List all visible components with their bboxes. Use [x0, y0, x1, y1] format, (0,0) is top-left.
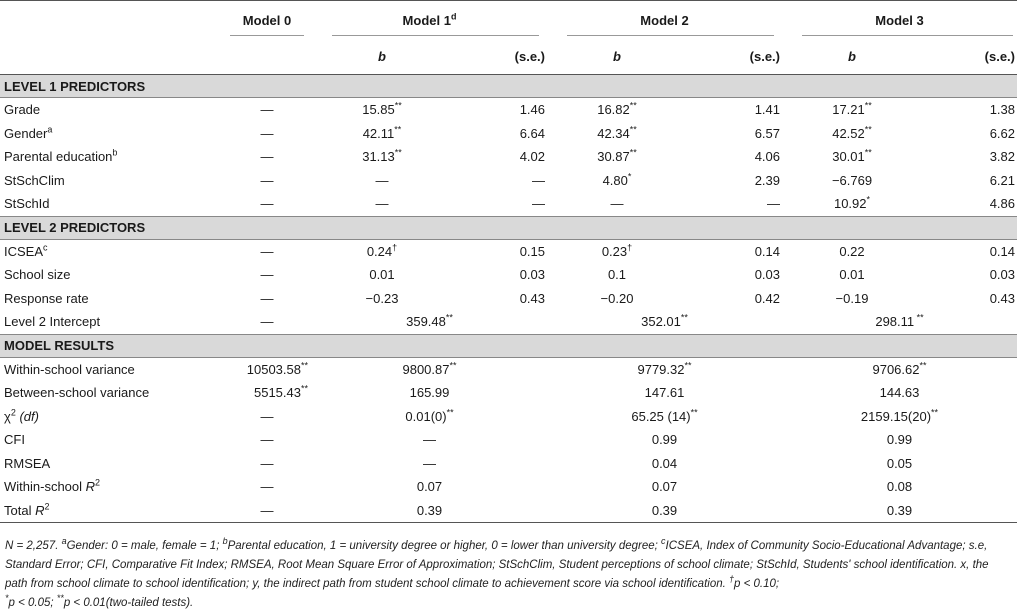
cell-m1-value: 0.39 [416, 502, 443, 518]
section-level2 [0, 216, 1017, 239]
cell-m2-sig: ** [629, 100, 637, 111]
cell-m2-value: 0.07 [651, 479, 678, 495]
cell-m2-se-value: — [767, 196, 780, 212]
cell-m1-sig: ** [394, 147, 402, 158]
cell-m3-b-value: 17.21 [832, 102, 865, 118]
row-label-value: Grade [4, 102, 41, 118]
cell-m2-se [687, 145, 782, 169]
row-label-sup: 2 [10, 407, 16, 418]
cell-m1-value: 9800.87 [402, 361, 450, 377]
cell-m3 [782, 357, 1017, 381]
table-row [0, 263, 1017, 287]
row-label-value: RMSEA [4, 455, 51, 471]
cell-m0-value: — [260, 502, 274, 518]
cell-m2-b [547, 239, 687, 263]
cell-m2-b-value: 0.1 [607, 267, 627, 283]
cell-m1-sig: ** [446, 407, 454, 418]
cell-m0-value: — [260, 290, 274, 306]
cell-m1-se-value: 0.43 [519, 290, 545, 306]
cell-m3-se-value: 0.03 [989, 267, 1015, 283]
cell-m1 [312, 499, 547, 523]
footnote-s1: p < 0.05; [8, 597, 57, 609]
footnote-s2: p < 0.01(two-tailed tests). [63, 597, 194, 609]
cell-m2 [547, 452, 782, 476]
cell-m1-b [312, 239, 452, 263]
footnote-a: Gender: 0 = male, female = 1; [66, 540, 223, 552]
table-row [0, 310, 1017, 334]
cell-m1 [312, 475, 547, 499]
footnote-dag: p < 0.10; [734, 578, 780, 590]
section-level1-label: LEVEL 1 PREDICTORS [0, 75, 1017, 98]
cell-m3-value: 2159.15(20) [860, 408, 932, 424]
header-row-b-se [0, 39, 1017, 75]
cell-m2-se [687, 263, 782, 287]
cell-m0-value: — [260, 125, 274, 141]
cell-m0-value: — [260, 408, 274, 424]
cell-m3-value: 9706.62 [872, 361, 920, 377]
cell-m3 [782, 452, 1017, 476]
cell-m1-sig: ** [445, 312, 453, 323]
cell-m3-b-value: 10.92 [833, 196, 867, 212]
header-row-models [0, 1, 1017, 40]
row-label-value: Between-school variance [4, 385, 150, 401]
cell-m2-b [547, 98, 687, 122]
cell-m1-sig: ** [394, 100, 402, 111]
cell-m3-se-value: 0.14 [989, 243, 1015, 259]
row-label-rest: (df) [15, 408, 39, 424]
cell-m0 [222, 357, 312, 381]
cell-m1-se-value: — [532, 172, 545, 188]
cell-m3-value: 0.05 [886, 455, 913, 471]
cell-m0 [222, 287, 312, 311]
cell-m1-se-value: 1.46 [519, 102, 545, 118]
cell-m3-sig: ** [864, 124, 872, 135]
cell-m1-value: — [423, 455, 436, 471]
cell-m3-value: 298.11 [875, 314, 915, 330]
row-label-value: ICSEA [4, 243, 44, 259]
cell-m2-se-value: 6.57 [754, 125, 780, 141]
section-results [0, 334, 1017, 357]
row-label-sup: b [112, 147, 118, 158]
cell-m2-b-value: 42.34 [597, 125, 630, 141]
cell-m3 [782, 499, 1017, 523]
row-label [0, 499, 222, 523]
cell-m1-se-value: 6.64 [519, 125, 545, 141]
cell-m2-se [687, 122, 782, 146]
cell-m0 [222, 98, 312, 122]
model1-label: Model 1 [402, 12, 451, 28]
cell-m1-se-value: 4.02 [519, 149, 545, 165]
cell-m2-se [687, 239, 782, 263]
cell-m3-b-value: 0.01 [839, 267, 865, 283]
cell-m1-se [452, 98, 547, 122]
cell-m2-sig: ** [680, 312, 688, 323]
cell-m1 [312, 357, 547, 381]
cell-m3-b [782, 122, 922, 146]
cell-m1-b-value: 0.01 [369, 267, 395, 283]
cell-m3-b-value: −6.769 [831, 172, 873, 188]
table-row [0, 169, 1017, 193]
row-label-value: StSchClim [4, 172, 65, 188]
model0-label: Model 0 [242, 12, 292, 28]
row-label-sup: a [47, 124, 53, 135]
table-row [0, 122, 1017, 146]
cell-m3-se-value: 6.62 [989, 125, 1015, 141]
cell-m3-sig: * [866, 194, 871, 205]
cell-m3-se [922, 169, 1017, 193]
cell-m2-se-value: 2.39 [754, 172, 780, 188]
section-level1 [0, 75, 1017, 98]
cell-m1-b [312, 287, 452, 311]
cell-m0 [222, 145, 312, 169]
cell-m1-value: 0.07 [416, 479, 443, 495]
cell-m0 [222, 310, 312, 334]
cell-m3-sig: ** [864, 147, 872, 158]
cell-m1-se [452, 145, 547, 169]
cell-m1-b-value: −0.23 [365, 290, 399, 306]
cell-m0-sig: ** [300, 360, 308, 371]
row-label [0, 145, 222, 169]
footnote-s1-sup: * [5, 593, 9, 604]
cell-m3-se [922, 192, 1017, 216]
cell-m2-b [547, 169, 687, 193]
table-row [0, 98, 1017, 122]
table-row [0, 475, 1017, 499]
row-label [0, 287, 222, 311]
cell-m0 [222, 428, 312, 452]
cell-m0 [222, 405, 312, 429]
cell-m1-b-value: 0.24 [366, 243, 393, 259]
row-label-value: χ [4, 408, 11, 424]
header-empty [0, 1, 222, 40]
model2-label: Model 2 [640, 12, 689, 28]
model1-sup: d [450, 11, 457, 22]
cell-m2-se [687, 287, 782, 311]
header-b-m2: b [547, 39, 687, 75]
footnote-c-sup: c [661, 536, 666, 547]
row-label [0, 263, 222, 287]
cell-m2-value: 0.99 [651, 432, 678, 448]
row-label-value: Total R [4, 502, 45, 518]
header-model3 [782, 1, 1017, 40]
cell-m3-sig: ** [919, 360, 927, 371]
row-label [0, 122, 222, 146]
cell-m2-b [547, 122, 687, 146]
cell-m0-value: — [260, 479, 274, 495]
table-row [0, 405, 1017, 429]
cell-m0 [222, 192, 312, 216]
cell-m2-se-value: 0.03 [754, 267, 780, 283]
row-label-sup: 2 [44, 501, 50, 512]
cell-m3 [782, 428, 1017, 452]
cell-m2-se [687, 169, 782, 193]
cell-m1-b-value: 31.13 [362, 149, 395, 165]
row-label-value: Within-school R [4, 479, 96, 495]
cell-m1 [312, 381, 547, 405]
cell-m1-b [312, 263, 452, 287]
cell-m2-sig: ** [684, 360, 692, 371]
cell-m2-b-value: — [610, 196, 624, 212]
cell-m2-sig: ** [629, 147, 637, 158]
cell-m3-b [782, 192, 922, 216]
cell-m2-value: 147.61 [644, 385, 685, 401]
cell-m0 [222, 452, 312, 476]
cell-m2-se-value: 4.06 [754, 149, 780, 165]
cell-m2-value: 65.25 (14) [631, 408, 691, 424]
cell-m3-se [922, 145, 1017, 169]
cell-m3-b-value: −0.19 [835, 290, 869, 306]
row-label [0, 405, 222, 429]
header-se-m2: (s.e.) [687, 39, 782, 75]
cell-m0 [222, 239, 312, 263]
cell-m2-sig: † [627, 242, 633, 253]
row-label-value: Within-school variance [4, 361, 135, 377]
table-row [0, 499, 1017, 523]
cell-m1-b-value: — [375, 196, 389, 212]
cell-m3 [782, 405, 1017, 429]
cell-m3-se [922, 239, 1017, 263]
table-row [0, 192, 1017, 216]
cell-m3-value: 0.08 [886, 479, 913, 495]
cell-m2-value: 0.04 [651, 455, 678, 471]
cell-m2-sig: ** [690, 407, 698, 418]
row-label [0, 169, 222, 193]
row-label [0, 475, 222, 499]
section-results-label: MODEL RESULTS [0, 334, 1017, 357]
cell-m2-sig: * [627, 171, 632, 182]
cell-m3 [782, 381, 1017, 405]
cell-m0-value: — [260, 243, 274, 259]
cell-m3-value: 144.63 [879, 385, 920, 401]
cell-m1-b-value: 15.85 [362, 102, 395, 118]
cell-m3-b-value: 0.22 [839, 243, 865, 259]
footnote-b-sup: b [222, 536, 228, 547]
footnote-a-sup: a [61, 536, 67, 547]
cell-m2 [547, 357, 782, 381]
row-label-value: Response rate [4, 290, 89, 306]
cell-m3-b [782, 98, 922, 122]
cell-m1 [312, 405, 547, 429]
cell-m3-se [922, 122, 1017, 146]
cell-m0-value: — [260, 102, 274, 118]
row-label [0, 239, 222, 263]
cell-m1-se [452, 287, 547, 311]
table-row [0, 145, 1017, 169]
cell-m1-b-value: — [375, 172, 389, 188]
table-row [0, 381, 1017, 405]
cell-m2-se [687, 98, 782, 122]
cell-m3-b-value: 42.52 [832, 125, 865, 141]
cell-m3 [782, 475, 1017, 499]
cell-m2-sig: ** [629, 124, 637, 135]
cell-m2 [547, 499, 782, 523]
cell-m1-sig: † [392, 242, 398, 253]
header-se-m1: (s.e.) [452, 39, 547, 75]
footnote-s2-sup: ** [56, 593, 64, 604]
row-label [0, 310, 222, 334]
cell-m3-se [922, 287, 1017, 311]
cell-m2 [547, 381, 782, 405]
cell-m3-se-value: 1.38 [989, 102, 1015, 118]
header-model1 [312, 1, 547, 40]
table-footnote [5, 537, 1013, 613]
cell-m0-value: — [260, 455, 274, 471]
cell-m0-sig: ** [300, 383, 308, 394]
table-row [0, 428, 1017, 452]
cell-m0-value: — [260, 172, 274, 188]
cell-m2-value: 9779.32 [637, 361, 685, 377]
cell-m2-value: 0.39 [651, 502, 678, 518]
cell-m2-b-value: 30.87 [597, 149, 630, 165]
cell-m1-value: 0.01(0) [405, 408, 447, 424]
cell-m0 [222, 122, 312, 146]
cell-m2 [547, 428, 782, 452]
cell-m1-se [452, 192, 547, 216]
table-row [0, 287, 1017, 311]
cell-m0 [222, 169, 312, 193]
cell-m0 [222, 475, 312, 499]
cell-m1-se [452, 122, 547, 146]
row-label [0, 381, 222, 405]
cell-m2-value: 352.01 [641, 314, 681, 330]
cell-m0-value: — [260, 196, 274, 212]
cell-m1-se [452, 263, 547, 287]
footnote-dag-sup: † [729, 574, 735, 585]
row-label-value: Gender [4, 125, 48, 141]
table-row [0, 239, 1017, 263]
cell-m3-se-value: 0.43 [989, 290, 1015, 306]
cell-m1-se [452, 239, 547, 263]
cell-m3-sig: ** [914, 312, 924, 323]
row-label [0, 192, 222, 216]
cell-m2 [547, 405, 782, 429]
cell-m2-b [547, 145, 687, 169]
cell-m3-b [782, 169, 922, 193]
header-model0 [222, 1, 312, 40]
cell-m0 [222, 381, 312, 405]
cell-m1-se [452, 169, 547, 193]
row-label [0, 452, 222, 476]
cell-m2-b-value: 16.82 [597, 102, 630, 118]
cell-m3-se-value: 6.21 [989, 172, 1015, 188]
cell-m3-se-value: 3.82 [989, 149, 1015, 165]
row-label-value: School size [4, 267, 71, 283]
cell-m0-value: — [260, 267, 274, 283]
row-label-value: Parental education [4, 149, 113, 165]
cell-m0 [222, 499, 312, 523]
table-row [0, 452, 1017, 476]
cell-m3-value: 0.99 [886, 432, 913, 448]
row-label-sup: 2 [95, 477, 101, 488]
header-b-m1: b [312, 39, 452, 75]
section-level2-label: LEVEL 2 PREDICTORS [0, 216, 1017, 239]
model3-label: Model 3 [875, 12, 924, 28]
footnote-b: Parental education, 1 = university degree or higher, 0 = lower than university degree; [227, 540, 662, 552]
cell-m3-b-value: 30.01 [832, 149, 865, 165]
cell-m1-b [312, 145, 452, 169]
cell-m1 [312, 310, 547, 334]
cell-m1-b [312, 122, 452, 146]
cell-m3 [782, 310, 1017, 334]
header-model2 [547, 1, 782, 40]
cell-m2 [547, 475, 782, 499]
cell-m2-b-value: 0.23 [601, 243, 628, 259]
cell-m0-value: — [260, 314, 274, 330]
cell-m1-sig: ** [449, 360, 457, 371]
cell-m3-se [922, 98, 1017, 122]
cell-m3-se [922, 263, 1017, 287]
cell-m1 [312, 452, 547, 476]
row-label-value: CFI [4, 432, 25, 448]
header-se-m3: (s.e.) [922, 39, 1017, 75]
footnote-c: ICSEA, Index of Community Socio-Educational Advantage; s.e, Standard Error; CFI, Comparative Fit Index; RMSEA, Root Mean Square Error of Approximation; StSchClim, Student perceptions of school climate; StSchId, Students' school identification. x, the path from school climate to school identification; y, the indirect path from student school climate to achievement score via school identification. [5, 540, 989, 590]
table-row [0, 357, 1017, 381]
cell-m1-b-value: 42.11 [362, 125, 395, 141]
cell-m3-b [782, 287, 922, 311]
cell-m2-se-value: 0.14 [754, 243, 780, 259]
cell-m0-value: — [260, 432, 274, 448]
cell-m3-value: 0.39 [886, 502, 913, 518]
footnote-n: N = 2,257. [5, 540, 62, 552]
cell-m2-se-value: 1.41 [754, 102, 780, 118]
cell-m2-b [547, 287, 687, 311]
cell-m0-value: — [260, 149, 274, 165]
row-label [0, 98, 222, 122]
cell-m2 [547, 310, 782, 334]
cell-m1-se-value: 0.03 [519, 267, 545, 283]
cell-m1-value: 165.99 [409, 385, 450, 401]
cell-m1-b [312, 98, 452, 122]
cell-m1-b [312, 169, 452, 193]
row-label-sup: c [43, 242, 48, 253]
cell-m1-se-value: 0.15 [519, 243, 545, 259]
cell-m1-value: — [423, 432, 436, 448]
cell-m1-value: 359.48 [406, 314, 446, 330]
cell-m3-b [782, 263, 922, 287]
header-b-m3: b [782, 39, 922, 75]
cell-m3-b [782, 239, 922, 263]
cell-m2-b-value: −0.20 [600, 290, 634, 306]
cell-m0-value: 10503.58 [246, 361, 301, 377]
cell-m0 [222, 263, 312, 287]
cell-m3-sig: ** [931, 407, 939, 418]
row-label-value: Level 2 Intercept [4, 314, 101, 330]
cell-m1-se-value: — [532, 196, 545, 212]
cell-m2-b [547, 192, 687, 216]
cell-m2-b-value: 4.80 [602, 172, 628, 188]
cell-m3-se-value: 4.86 [989, 196, 1015, 212]
cell-m3-sig: ** [864, 100, 872, 111]
cell-m2-se-value: 0.42 [754, 290, 780, 306]
cell-m1-b [312, 192, 452, 216]
cell-m2-se [687, 192, 782, 216]
cell-m1 [312, 428, 547, 452]
row-label-value: StSchId [4, 196, 50, 212]
cell-m1-sig: ** [394, 124, 402, 135]
cell-m0-value: 5515.43 [253, 385, 301, 401]
row-label [0, 428, 222, 452]
cell-m3-b [782, 145, 922, 169]
row-label [0, 357, 222, 381]
cell-m2-b [547, 263, 687, 287]
